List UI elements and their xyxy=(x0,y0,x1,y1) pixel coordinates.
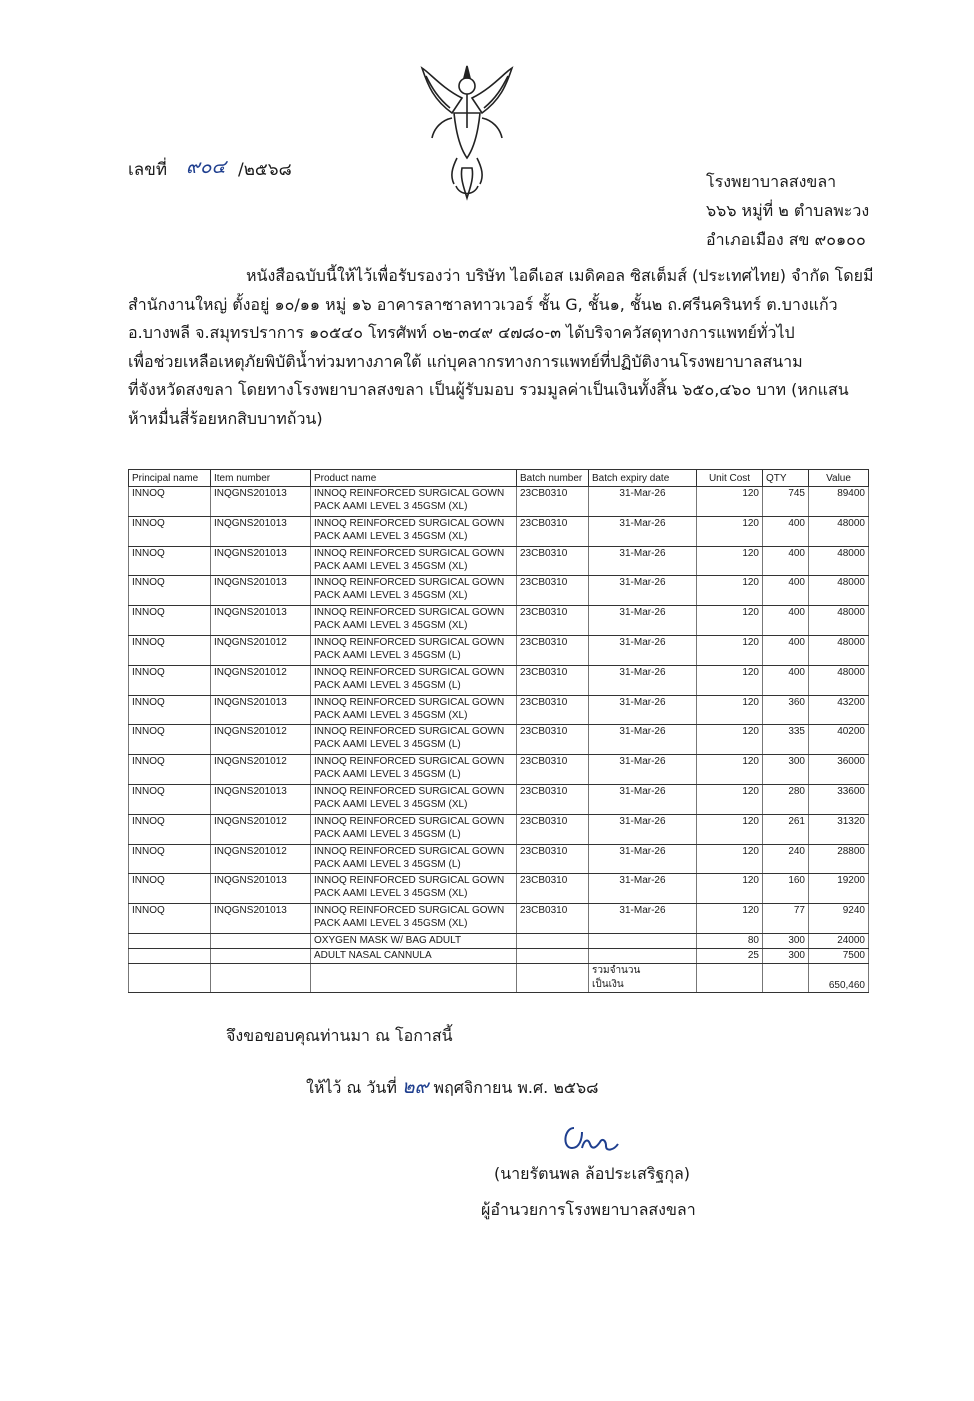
cell-product: ADULT NASAL CANNULA xyxy=(311,948,517,963)
cell-principal: INNOQ xyxy=(129,606,211,636)
cell-batch xyxy=(517,963,589,992)
cell-qty: 300 xyxy=(763,948,809,963)
cell-value: 19200 xyxy=(809,874,869,904)
cell-batch: 23CB0310 xyxy=(517,904,589,934)
cell-item: INQGNS201012 xyxy=(211,635,311,665)
cell-batch: 23CB0310 xyxy=(517,755,589,785)
cell-product: INNOQ REINFORCED SURGICAL GOWN PACK AAMI LEVEL 3 45GSM (L) xyxy=(311,665,517,695)
ref-number: ๙๐๔ xyxy=(186,156,226,178)
cell-item: INQGNS201013 xyxy=(211,695,311,725)
cell-principal: INNOQ xyxy=(129,576,211,606)
cell-item: INQGNS201013 xyxy=(211,576,311,606)
cell-unit-cost xyxy=(697,963,763,992)
cell-value: 48000 xyxy=(809,516,869,546)
sender-address-line1: ๖๖๖ หมู่ที่ ๒ ตำบลพะวง xyxy=(706,201,870,220)
ref-label: เลขที่ xyxy=(128,160,168,180)
cell-qty: 300 xyxy=(763,755,809,785)
cell-value: 28800 xyxy=(809,844,869,874)
cell-batch: 23CB0310 xyxy=(517,814,589,844)
cell-unit-cost: 120 xyxy=(697,755,763,785)
date-rest: พฤศจิกายน พ.ศ. ๒๕๖๘ xyxy=(433,1078,599,1097)
table-row xyxy=(129,546,869,576)
signer-name: (นายรัตนพล ล้อประเสริฐกุล) xyxy=(494,1164,691,1183)
cell-batch: 23CB0310 xyxy=(517,487,589,517)
cell-item: INQGNS201013 xyxy=(211,874,311,904)
table-row xyxy=(129,844,869,874)
total-row xyxy=(129,963,869,992)
cell-product: INNOQ REINFORCED SURGICAL GOWN PACK AAMI LEVEL 3 45GSM (XL) xyxy=(311,904,517,934)
cell-unit-cost: 80 xyxy=(697,933,763,948)
column-header: Batch number xyxy=(517,470,589,487)
cell-batch: 23CB0310 xyxy=(517,546,589,576)
cell-product: INNOQ REINFORCED SURGICAL GOWN PACK AAMI LEVEL 3 45GSM (L) xyxy=(311,725,517,755)
cell-unit-cost: 120 xyxy=(697,874,763,904)
cell-item: INQGNS201013 xyxy=(211,784,311,814)
cell-item: INQGNS201013 xyxy=(211,516,311,546)
cell-batch: 23CB0310 xyxy=(517,695,589,725)
table-row xyxy=(129,948,869,963)
cell-unit-cost: 120 xyxy=(697,844,763,874)
sender-name: โรงพยาบาลสงขลา xyxy=(706,172,837,191)
date-day: ๒๙ xyxy=(401,1076,429,1098)
table-row xyxy=(129,635,869,665)
cell-expiry: 31-Mar-26 xyxy=(589,844,697,874)
cell-product: INNOQ REINFORCED SURGICAL GOWN PACK AAMI LEVEL 3 45GSM (L) xyxy=(311,635,517,665)
cell-item: INQGNS201012 xyxy=(211,665,311,695)
cell-product: INNOQ REINFORCED SURGICAL GOWN PACK AAMI LEVEL 3 45GSM (XL) xyxy=(311,516,517,546)
cell-principal: INNOQ xyxy=(129,725,211,755)
cell-principal: INNOQ xyxy=(129,635,211,665)
cell-product: INNOQ REINFORCED SURGICAL GOWN PACK AAMI LEVEL 3 45GSM (XL) xyxy=(311,874,517,904)
cell-value: 48000 xyxy=(809,546,869,576)
cell-item: INQGNS201012 xyxy=(211,844,311,874)
cell-unit-cost: 120 xyxy=(697,904,763,934)
ref-year: /๒๕๖๘ xyxy=(238,160,292,180)
cell-batch: 23CB0310 xyxy=(517,874,589,904)
cell-product: INNOQ REINFORCED SURGICAL GOWN PACK AAMI LEVEL 3 45GSM (L) xyxy=(311,755,517,785)
table-row xyxy=(129,904,869,934)
body-line: หนังสือฉบับนี้ให้ไว้เพื่อรับรองว่า บริษัท ไอดีเอส เมดิคอล ซิสเต็มส์ (ประเทศไทย) จำกัด โดยมี xyxy=(246,266,874,285)
cell-qty: 77 xyxy=(763,904,809,934)
cell-value: 31320 xyxy=(809,814,869,844)
body-line: อ.บางพลี จ.สมุทรปราการ ๑๐๕๔๐ โทรศัพท์ ๐๒-๓๔๙ ๔๗๘๐-๓ ได้บริจาควัสดุทางการแพทย์ทั่วไป xyxy=(128,323,795,342)
table-row xyxy=(129,695,869,725)
cell-value: 48000 xyxy=(809,665,869,695)
body-line: ห้าหมื่นสี่ร้อยหกสิบบาทถ้วน) xyxy=(128,408,323,428)
cell-value: 24000 xyxy=(809,933,869,948)
cell-principal: INNOQ xyxy=(129,665,211,695)
body-line: เพื่อช่วยเหลือเหตุภัยพิบัติน้ำท่วมทางภาคใต้ แก่บุคลากรทางการแพทย์ที่ปฏิบัติงานโรงพยาบาลสนาม xyxy=(128,351,803,371)
cell-qty: 400 xyxy=(763,606,809,636)
cell-item: INQGNS201012 xyxy=(211,814,311,844)
cell-unit-cost: 120 xyxy=(697,814,763,844)
cell-unit-cost: 120 xyxy=(697,725,763,755)
cell-qty: 400 xyxy=(763,665,809,695)
body-line: ที่จังหวัดสงขลา โดยทางโรงพยาบาลสงขลา เป็นผู้รับมอบ รวมมูลค่าเป็นเงินทั้งสิ้น ๖๕๐,๔๖๐ บาท (หกแสน xyxy=(128,380,849,399)
sender-address-line2: อำเภอเมือง สข ๙๐๑๐๐ xyxy=(706,230,866,249)
garuda-emblem-icon xyxy=(412,58,522,208)
table-row xyxy=(129,784,869,814)
table-row xyxy=(129,606,869,636)
cell-total-label xyxy=(589,963,697,992)
cell-expiry: 31-Mar-26 xyxy=(589,874,697,904)
column-header: Principal name xyxy=(129,470,211,487)
table-row xyxy=(129,933,869,948)
cell-value: 36000 xyxy=(809,755,869,785)
cell-principal: INNOQ xyxy=(129,874,211,904)
cell-value: 48000 xyxy=(809,576,869,606)
table-header-row xyxy=(129,470,869,487)
cell-expiry: 31-Mar-26 xyxy=(589,576,697,606)
body-line: สำนักงานใหญ่ ตั้งอยู่ ๑๐/๑๑ หมู่ ๑๖ อาคารลาซาลทาวเวอร์ ชั้น G, ชั้น๑, ชั้น๒ ถ.ศรีนครินทร์ ต.บางแก้ว xyxy=(128,294,838,314)
cell-item xyxy=(211,933,311,948)
column-header: Batch expiry date xyxy=(589,470,697,487)
issue-date xyxy=(306,1072,598,1102)
total-label-1: รวมจำนวน xyxy=(592,964,641,976)
cell-value: 48000 xyxy=(809,606,869,636)
cell-principal: INNOQ xyxy=(129,755,211,785)
cell-product: INNOQ REINFORCED SURGICAL GOWN PACK AAMI LEVEL 3 45GSM (L) xyxy=(311,844,517,874)
cell-product: INNOQ REINFORCED SURGICAL GOWN PACK AAMI LEVEL 3 45GSM (XL) xyxy=(311,576,517,606)
cell-expiry: 31-Mar-26 xyxy=(589,546,697,576)
cell-item: INQGNS201013 xyxy=(211,606,311,636)
column-header: Unit Cost xyxy=(697,470,763,487)
closing-text: จึงขอขอบคุณท่านมา ณ โอกาสนี้ xyxy=(226,1026,453,1045)
cell-expiry: 31-Mar-26 xyxy=(589,516,697,546)
cell-principal: INNOQ xyxy=(129,546,211,576)
table-row xyxy=(129,665,869,695)
cell-product: INNOQ REINFORCED SURGICAL GOWN PACK AAMI LEVEL 3 45GSM (XL) xyxy=(311,487,517,517)
cell-item: INQGNS201012 xyxy=(211,755,311,785)
certification-paragraph xyxy=(128,262,880,433)
cell-unit-cost: 120 xyxy=(697,665,763,695)
column-header: Value xyxy=(809,470,869,487)
signature-mark-icon xyxy=(556,1118,626,1158)
cell-batch: 23CB0310 xyxy=(517,784,589,814)
cell-product: INNOQ REINFORCED SURGICAL GOWN PACK AAMI LEVEL 3 45GSM (L) xyxy=(311,814,517,844)
column-header: QTY xyxy=(763,470,809,487)
cell-principal: INNOQ xyxy=(129,904,211,934)
cell-unit-cost: 120 xyxy=(697,606,763,636)
cell-expiry: 31-Mar-26 xyxy=(589,725,697,755)
cell-expiry xyxy=(589,933,697,948)
cell-unit-cost: 120 xyxy=(697,516,763,546)
cell-qty: 400 xyxy=(763,546,809,576)
cell-value: 7500 xyxy=(809,948,869,963)
cell-product: OXYGEN MASK W/ BAG ADULT xyxy=(311,933,517,948)
signer-position: ผู้อำนวยการโรงพยาบาลสงขลา xyxy=(481,1200,696,1219)
cell-batch: 23CB0310 xyxy=(517,576,589,606)
cell-batch: 23CB0310 xyxy=(517,635,589,665)
cell-qty: 360 xyxy=(763,695,809,725)
cell-expiry: 31-Mar-26 xyxy=(589,814,697,844)
cell-expiry: 31-Mar-26 xyxy=(589,487,697,517)
total-label-2: เป็นเงิน xyxy=(592,978,624,990)
table-row xyxy=(129,487,869,517)
date-prefix: ให้ไว้ ณ วันที่ xyxy=(306,1078,397,1097)
cell-batch: 23CB0310 xyxy=(517,606,589,636)
cell-qty: 240 xyxy=(763,844,809,874)
cell-item xyxy=(211,963,311,992)
cell-qty: 400 xyxy=(763,516,809,546)
cell-qty: 400 xyxy=(763,576,809,606)
cell-expiry: 31-Mar-26 xyxy=(589,635,697,665)
cell-value: 89400 xyxy=(809,487,869,517)
cell-product: INNOQ REINFORCED SURGICAL GOWN PACK AAMI LEVEL 3 45GSM (XL) xyxy=(311,606,517,636)
cell-expiry: 31-Mar-26 xyxy=(589,784,697,814)
cell-value: 33600 xyxy=(809,784,869,814)
cell-principal: INNOQ xyxy=(129,487,211,517)
cell-principal xyxy=(129,933,211,948)
donation-items-table xyxy=(128,469,869,993)
cell-expiry: 31-Mar-26 xyxy=(589,755,697,785)
table-row xyxy=(129,516,869,546)
table-row xyxy=(129,755,869,785)
cell-principal xyxy=(129,963,211,992)
cell-batch: 23CB0310 xyxy=(517,725,589,755)
cell-value: 43200 xyxy=(809,695,869,725)
table-row xyxy=(129,725,869,755)
cell-unit-cost: 120 xyxy=(697,695,763,725)
cell-qty: 300 xyxy=(763,933,809,948)
cell-expiry xyxy=(589,948,697,963)
cell-product: INNOQ REINFORCED SURGICAL GOWN PACK AAMI LEVEL 3 45GSM (XL) xyxy=(311,784,517,814)
cell-principal: INNOQ xyxy=(129,844,211,874)
table-row xyxy=(129,576,869,606)
cell-qty xyxy=(763,963,809,992)
cell-product xyxy=(311,963,517,992)
cell-qty: 745 xyxy=(763,487,809,517)
cell-total-value: 650,460 xyxy=(809,963,869,992)
cell-qty: 160 xyxy=(763,874,809,904)
cell-unit-cost: 120 xyxy=(697,784,763,814)
column-header: Product name xyxy=(311,470,517,487)
cell-qty: 280 xyxy=(763,784,809,814)
cell-principal: INNOQ xyxy=(129,784,211,814)
cell-unit-cost: 120 xyxy=(697,576,763,606)
cell-unit-cost: 120 xyxy=(697,546,763,576)
column-header: Item number xyxy=(211,470,311,487)
cell-batch: 23CB0310 xyxy=(517,844,589,874)
cell-value: 40200 xyxy=(809,725,869,755)
cell-item xyxy=(211,948,311,963)
cell-batch xyxy=(517,933,589,948)
cell-unit-cost: 120 xyxy=(697,487,763,517)
cell-unit-cost: 120 xyxy=(697,635,763,665)
cell-item: INQGNS201012 xyxy=(211,725,311,755)
cell-qty: 261 xyxy=(763,814,809,844)
table-row xyxy=(129,874,869,904)
cell-expiry: 31-Mar-26 xyxy=(589,695,697,725)
cell-unit-cost: 25 xyxy=(697,948,763,963)
cell-principal: INNOQ xyxy=(129,814,211,844)
cell-expiry: 31-Mar-26 xyxy=(589,606,697,636)
cell-principal: INNOQ xyxy=(129,516,211,546)
table-row xyxy=(129,814,869,844)
cell-value: 48000 xyxy=(809,635,869,665)
cell-item: INQGNS201013 xyxy=(211,487,311,517)
cell-product: INNOQ REINFORCED SURGICAL GOWN PACK AAMI LEVEL 3 45GSM (XL) xyxy=(311,695,517,725)
cell-qty: 400 xyxy=(763,635,809,665)
cell-item: INQGNS201013 xyxy=(211,904,311,934)
cell-principal xyxy=(129,948,211,963)
cell-batch xyxy=(517,948,589,963)
cell-expiry: 31-Mar-26 xyxy=(589,665,697,695)
cell-principal: INNOQ xyxy=(129,695,211,725)
cell-item: INQGNS201013 xyxy=(211,546,311,576)
cell-batch: 23CB0310 xyxy=(517,516,589,546)
cell-value: 9240 xyxy=(809,904,869,934)
cell-qty: 335 xyxy=(763,725,809,755)
cell-batch: 23CB0310 xyxy=(517,665,589,695)
cell-expiry: 31-Mar-26 xyxy=(589,904,697,934)
cell-product: INNOQ REINFORCED SURGICAL GOWN PACK AAMI LEVEL 3 45GSM (XL) xyxy=(311,546,517,576)
